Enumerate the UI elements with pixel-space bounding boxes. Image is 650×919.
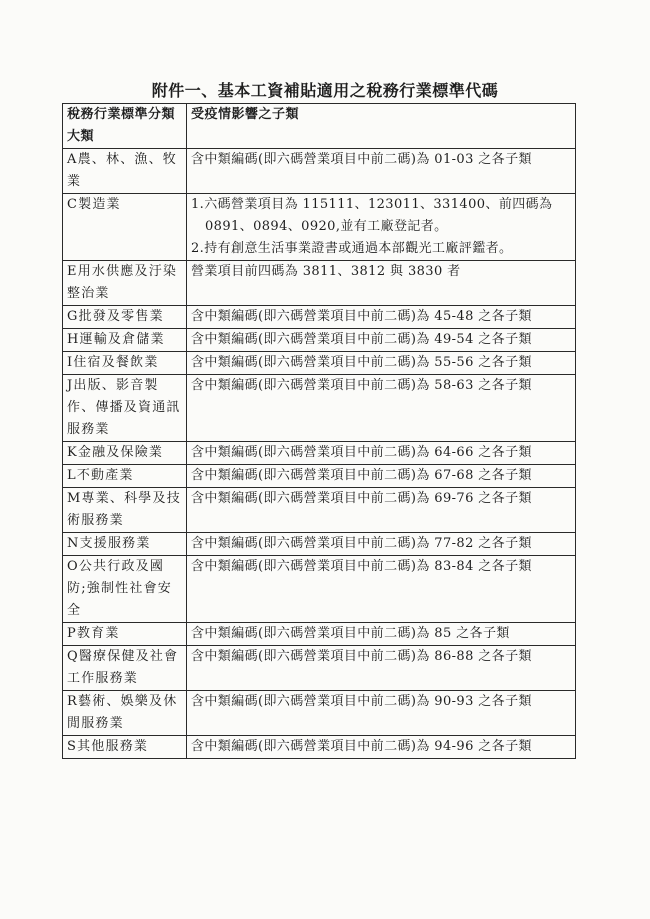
category-cell: L不動產業 <box>63 465 187 488</box>
category-cell: K金融及保險業 <box>63 442 187 465</box>
table-row <box>63 736 576 759</box>
description-cell: 含中類編碼(即六碼營業項目中前二碼)為 67-68 之各子類 <box>187 465 576 488</box>
category-cell: G批發及零售業 <box>63 306 187 329</box>
list-item: 2.持有創意生活事業證書或通過本部觀光工廠評鑑者。 <box>191 241 513 256</box>
description-cell: 含中類編碼(即六碼營業項目中前二碼)為 64-66 之各子類 <box>187 442 576 465</box>
table-row <box>63 488 576 533</box>
category-cell: Q醫療保健及社會工作服務業 <box>63 646 187 691</box>
table-row <box>63 533 576 556</box>
table-row <box>63 261 576 306</box>
description-cell: 含中類編碼(即六碼營業項目中前二碼)為 01-03 之各子類 <box>187 149 576 194</box>
category-cell: H運輸及倉儲業 <box>63 329 187 352</box>
list-item: 0891、0894、0920,並有工廠登記者。 <box>205 219 448 234</box>
table-row <box>63 306 576 329</box>
table-header-row <box>63 104 576 149</box>
category-cell: P教育業 <box>63 623 187 646</box>
category-cell: A農、林、漁、牧業 <box>63 149 187 194</box>
category-cell: R藝術、娛樂及休閒服務業 <box>63 691 187 736</box>
description-cell: 營業項目前四碼為 3811、3812 與 3830 者 <box>187 261 576 306</box>
table-row <box>63 375 576 442</box>
description-cell: 含中類編碼(即六碼營業項目中前二碼)為 83-84 之各子類 <box>187 556 576 623</box>
table-row <box>63 646 576 691</box>
description-cell <box>187 194 576 261</box>
table-row <box>63 329 576 352</box>
table-row <box>63 623 576 646</box>
table-row <box>63 149 576 194</box>
table-row <box>63 556 576 623</box>
header-category: 稅務行業標準分類大類 <box>63 104 187 149</box>
category-cell: N支援服務業 <box>63 533 187 556</box>
category-cell: M專業、科學及技術服務業 <box>63 488 187 533</box>
table-row <box>63 442 576 465</box>
category-cell: J出版、影音製作、傳播及資通訊服務業 <box>63 375 187 442</box>
description-cell: 含中類編碼(即六碼營業項目中前二碼)為 58-63 之各子類 <box>187 375 576 442</box>
category-cell: S其他服務業 <box>63 736 187 759</box>
category-cell: I住宿及餐飲業 <box>63 352 187 375</box>
industry-code-table <box>62 103 576 759</box>
table-row <box>63 194 576 261</box>
document-title: 附件一、基本工資補貼適用之稅務行業標準代碼 <box>151 81 499 100</box>
table-row <box>63 465 576 488</box>
description-cell: 含中類編碼(即六碼營業項目中前二碼)為 85 之各子類 <box>187 623 576 646</box>
category-cell: C製造業 <box>63 194 187 261</box>
table-row <box>63 691 576 736</box>
description-cell: 含中類編碼(即六碼營業項目中前二碼)為 94-96 之各子類 <box>187 736 576 759</box>
description-cell: 含中類編碼(即六碼營業項目中前二碼)為 49-54 之各子類 <box>187 329 576 352</box>
list-item: 1.六碼營業項目為 115111、123011、331400、前四碼為 <box>191 197 553 212</box>
table-row <box>63 352 576 375</box>
description-cell: 含中類編碼(即六碼營業項目中前二碼)為 69-76 之各子類 <box>187 488 576 533</box>
description-cell: 含中類編碼(即六碼營業項目中前二碼)為 86-88 之各子類 <box>187 646 576 691</box>
category-cell: O公共行政及國防;強制性社會安全 <box>63 556 187 623</box>
description-cell: 含中類編碼(即六碼營業項目中前二碼)為 45-48 之各子類 <box>187 306 576 329</box>
description-cell: 含中類編碼(即六碼營業項目中前二碼)為 90-93 之各子類 <box>187 691 576 736</box>
header-subcategory: 受疫情影響之子類 <box>187 104 576 149</box>
category-cell: E用水供應及汙染整治業 <box>63 261 187 306</box>
description-cell: 含中類編碼(即六碼營業項目中前二碼)為 55-56 之各子類 <box>187 352 576 375</box>
description-cell: 含中類編碼(即六碼營業項目中前二碼)為 77-82 之各子類 <box>187 533 576 556</box>
